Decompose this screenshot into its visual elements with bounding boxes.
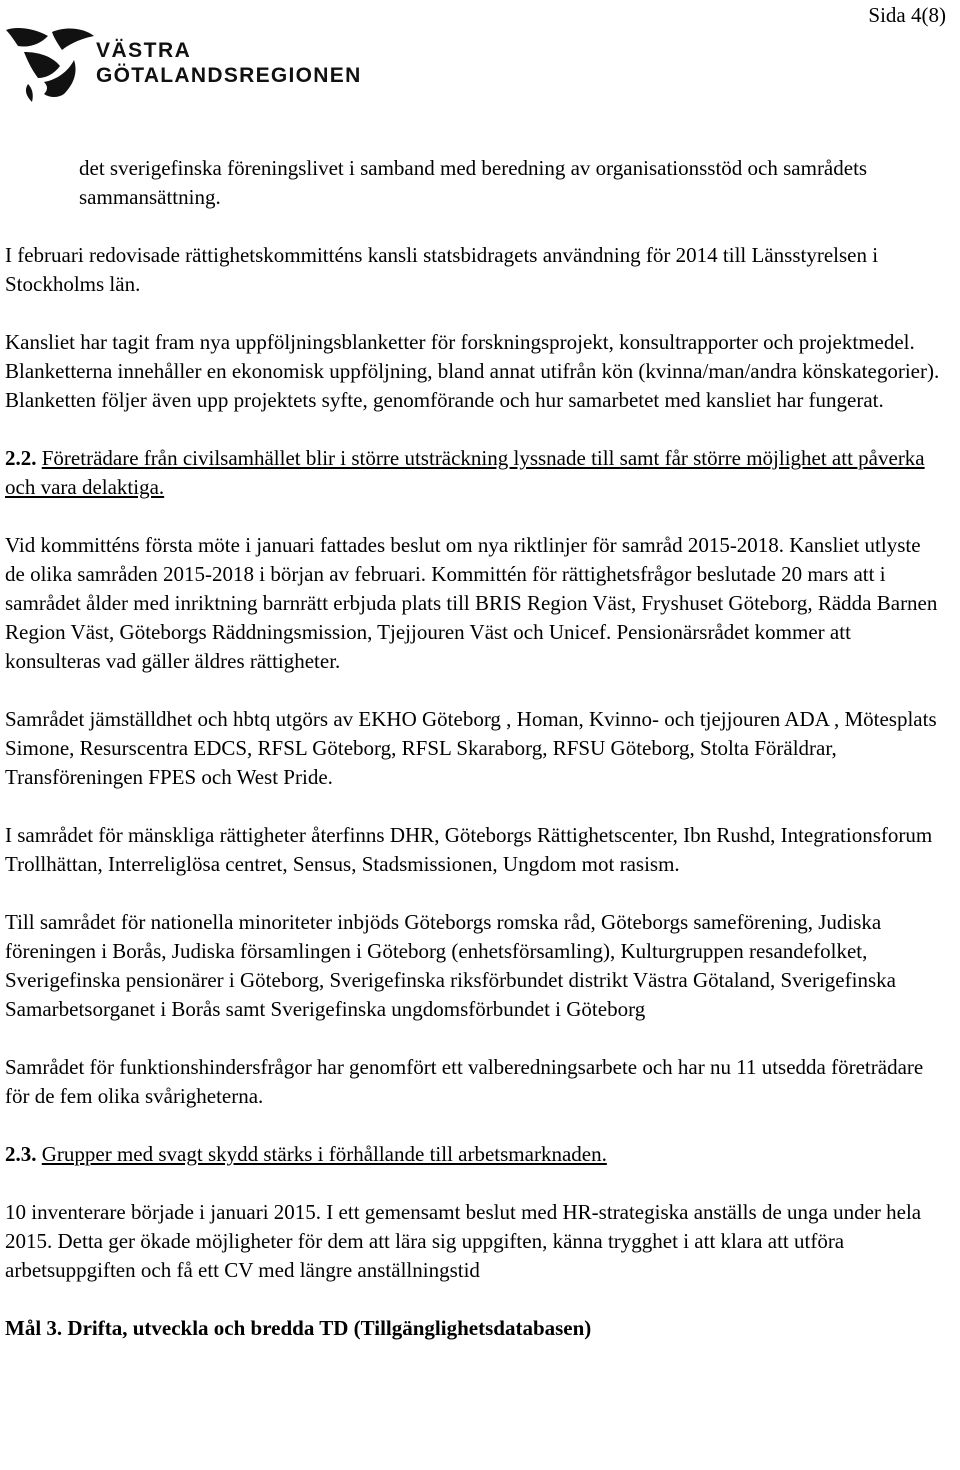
- paragraph-statsbidrag: I februari redovisade rättighetskommitténs kansli statsbidragets användning för 2014 till Länsstyrelsen i Stockholms län.: [5, 243, 879, 296]
- paragraph-samrad-funktionshinder: Samrådet för funktionshindersfrågor har genomfört ett valberedningsarbete och har nu 11 utsedda företrädare för de fem olika svårigheterna.: [5, 1055, 924, 1108]
- logo-text-line1: VÄSTRA: [96, 39, 192, 62]
- paragraph-inventerare: 10 inventerare började i januari 2015. I ett gemensamt beslut med HR-strategiska anställs de unga under hela 2015. Detta ger ökade möjligheter för dem att lära sig uppgiften, känna trygghet i att klara att utföra arbetsuppgiften och få ett CV med längre anställningstid: [5, 1200, 922, 1282]
- paragraph-samrad-riktlinjer: Vid kommitténs första möte i januari fattades beslut om nya riktlinjer för samråd 2015-2018. Kansliet utlyste de olika samråden 2015-2018 i början av februari. Kommittén för rättighetsfrågor beslutade 20 mars att i samrådet ålder med inriktning barnrätt erbjuda plats till BRIS Region Väst, Fryshuset Göteborg, Rädda Barnen Region Väst, Göteborgs Räddningsmission, Tjejjouren Väst och Unicef. Pensionärsrådet kommer att konsulteras vad gäller äldres rättigheter.: [5, 533, 938, 673]
- paragraph-continuation: det sverigefinska föreningslivet i samband med beredning av organisationsstöd och samrådets sammansättning.: [79, 156, 868, 209]
- section-heading-2-3: [5, 1140, 945, 1169]
- section-title: Företrädare från civilsamhället blir i större utsträckning lyssnade till samt får större möjlighet att påverka och vara delaktiga.: [5, 446, 925, 499]
- paragraph-uppfoljningsblanketter: Kansliet har tagit fram nya uppföljningsblanketter för forskningsprojekt, konsultrapporter och projektmedel. Blanketterna innehåller en ekonomisk uppföljning, bland annat utifrån kön (kvinna/man/andra könskategorier). Blanketten följer även upp projektets syfte, genomförande och hur samarbetet med kansliet har fungerat.: [5, 330, 940, 412]
- section-number: 2.2.: [5, 446, 37, 470]
- goal-heading: Mål 3. Drifta, utveckla och bredda TD (Tillgänglighetsdatabasen): [5, 1316, 592, 1340]
- section-title: Grupper med svagt skydd stärks i förhållande till arbetsmarknaden.: [41, 1142, 607, 1166]
- logo-text-line2: GÖTALANDSREGIONEN: [96, 64, 362, 87]
- document-body: [5, 154, 945, 1343]
- swan-logo-icon: [4, 22, 96, 104]
- paragraph-samrad-jamstalldhet: Samrådet jämställdhet och hbtq utgörs av EKHO Göteborg , Homan, Kvinno- och tjejjouren ADA , Mötesplats Simone, Resurscentra EDCS, RFSL Göteborg, RFSL Skaraborg, RFSU Göteborg, Stolta Föräldrar, Transföreningen FPES och West Pride.: [5, 707, 937, 789]
- paragraph-samrad-nationella-minoriteter: Till samrådet för nationella minoriteter inbjöds Göteborgs romska råd, Göteborgs sameförening, Judiska föreningen i Borås, Judiska församlingen i Göteborg (enhetsförsamling), Kulturgruppen resandefolket, Sverigefinska pensionärer i Göteborg, Sverigefinska riksförbundet distrikt Västra Götaland, Sverigefinska Samarbetsorganet i Borås samt Sverigefinska ungdomsförbundet i Göteborg: [5, 910, 896, 1021]
- page-number: Sida 4(8): [868, 3, 946, 27]
- vastra-gotalandsregionen-logo: [4, 22, 394, 104]
- section-number: 2.3.: [5, 1142, 37, 1166]
- paragraph-samrad-manskliga-rattigheter: I samrådet för mänskliga rättigheter återfinns DHR, Göteborgs Rättighetscenter, Ibn Rushd, Integrationsforum Trollhättan, Interreliglösa centret, Sensus, Stadsmissionen, Ungdom mot rasism.: [5, 823, 933, 876]
- section-heading-2-2: [5, 444, 945, 502]
